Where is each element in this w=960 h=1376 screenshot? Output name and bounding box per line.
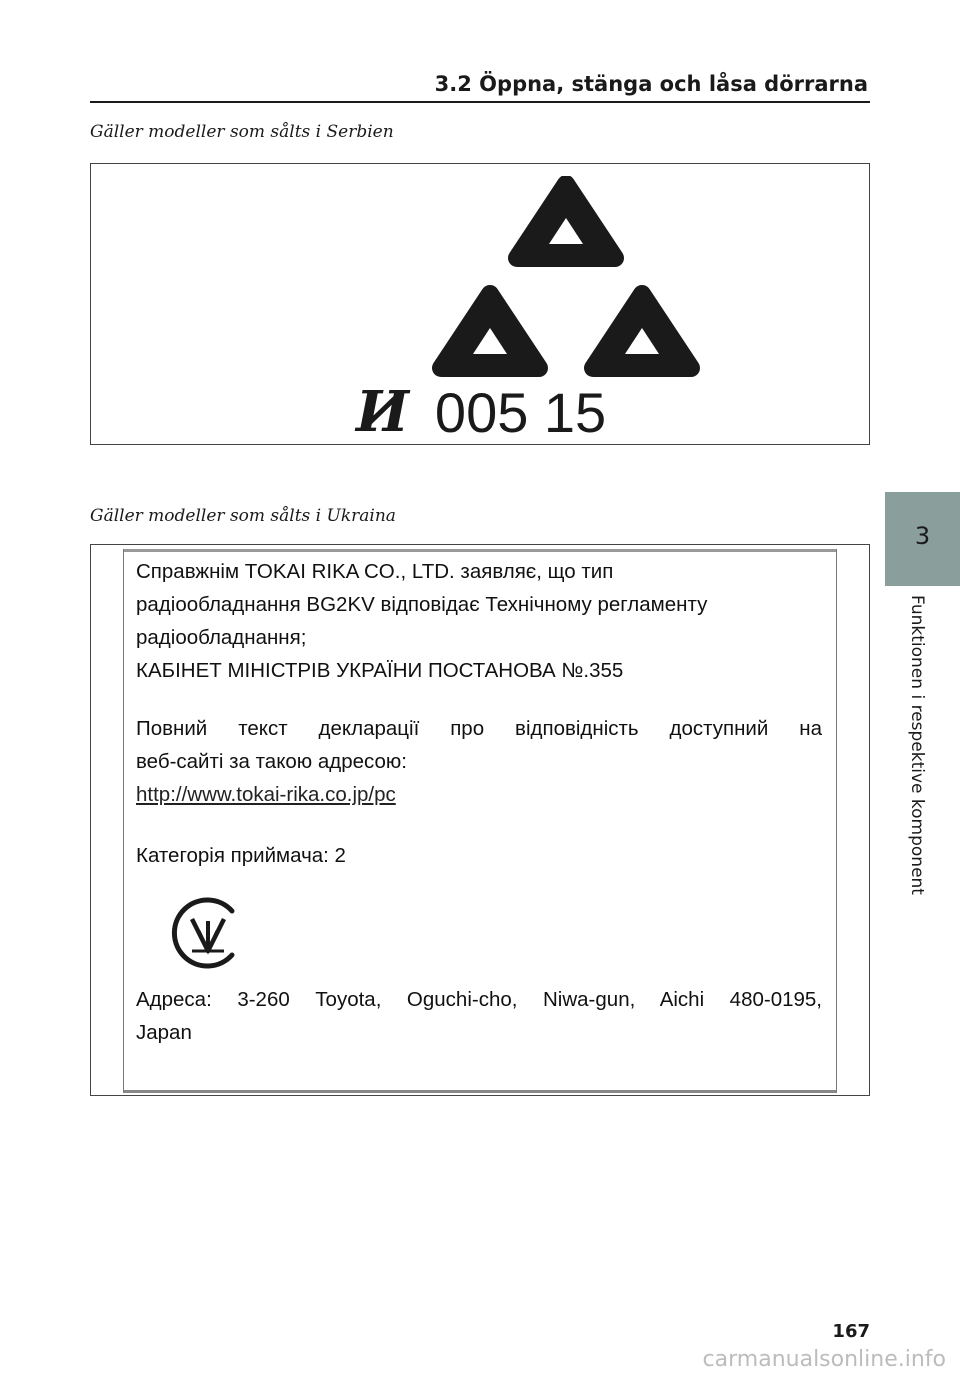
declaration-fulltext — [136, 712, 822, 811]
serbia-caption: Gäller modeller som sålts i Serbien — [90, 122, 394, 142]
ukraine-caption: Gäller modeller som sålts i Ukraina — [90, 506, 396, 526]
chapter-number: 3 — [914, 522, 931, 550]
chapter-tab[interactable] — [885, 492, 960, 586]
certification-code — [356, 379, 607, 445]
page-number: 167 — [832, 1321, 870, 1342]
watermark-text: carmanualsonline.info — [702, 1347, 946, 1372]
cert-letter: И — [356, 379, 409, 445]
card-top-rule — [124, 549, 836, 552]
section-title: 3.2 Öppna, stänga och låsa dörrarna — [434, 72, 868, 96]
receiver-category: Категорія приймача: 2 — [136, 844, 346, 867]
declaration-card — [123, 549, 837, 1093]
ukrsepro-conformity-icon — [170, 895, 246, 971]
declaration-line: Справжнім TOKAI RIKA CO., LTD. заявляє, що тип — [136, 560, 614, 583]
declaration-intro — [136, 555, 822, 687]
cert-number: 005 15 — [434, 380, 607, 444]
declaration-line: Адреса: 3-260 Toyota, Oguchi-cho, Niwa-gun, Aichi 480-0195, — [136, 988, 822, 1011]
triangle-certification-mark — [421, 176, 711, 386]
declaration-address — [136, 983, 822, 1049]
ukraine-declaration-box — [90, 544, 870, 1096]
serbia-certification-box — [90, 163, 870, 445]
declaration-line: радіообладнання; — [136, 626, 307, 649]
declaration-line: веб-сайті за такою адресою: — [136, 750, 407, 773]
declaration-url-link[interactable]: http://www.tokai-rika.co.jp/pc — [136, 783, 396, 806]
header-divider — [90, 101, 870, 103]
declaration-line: Повний текст декларації про відповідність доступний на — [136, 717, 822, 740]
declaration-line: радіообладнання BG2KV відповідає Технічному регламенту — [136, 593, 708, 616]
declaration-line: КАБІНЕТ МІНІСТРІВ УКРАЇНИ ПОСТАНОВА №.355 — [136, 659, 624, 682]
declaration-line: Japan — [136, 1021, 192, 1044]
chapter-label: Funktionen i respektive komponent — [907, 595, 927, 895]
card-bottom-rule — [124, 1090, 836, 1093]
